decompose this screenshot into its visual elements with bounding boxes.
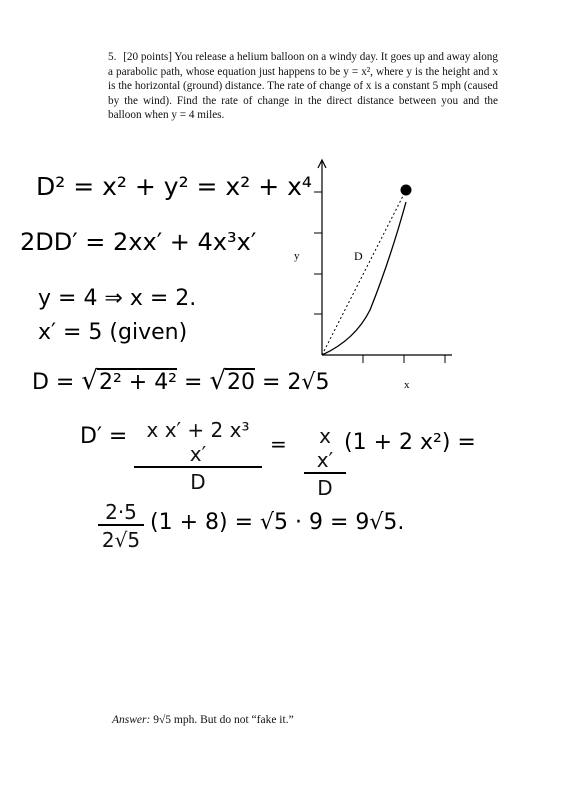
work-line-3: y = 4 ⇒ x = 2. [38, 286, 197, 311]
work-line-6-equals: = [270, 432, 287, 456]
work-line-6-fraction-2 [304, 424, 346, 500]
problem-number: 5. [108, 51, 117, 63]
work-line-7-tail: (1 + 8) = √5 · 9 = 9√5. [150, 510, 405, 535]
answer-label: Answer: [112, 714, 151, 726]
distance-label: D [354, 249, 363, 263]
work-line-5: D = √2² + 4² = √20 = 2√5 [32, 366, 330, 396]
work-line-6-numerator: x x′ + 2 x³ x′ [146, 418, 250, 466]
balloon-graph [280, 150, 460, 390]
problem-text: [20 points] You release a helium balloon on a windy day. It goes up and away along a parabolic path, whose equation just happens to be y = x², where y is the height and x is the horizontal (ground) distance. The rate of change of x is a constant 5 mph (caused by the wind). Find the rate of change in the direct distance between you and the balloon when y = 4 miles. [108, 51, 498, 121]
work-line-4: x′ = 5 (given) [38, 320, 188, 345]
work-line-6-denominator-2: D [317, 476, 333, 500]
work-line-5-left: D = [32, 370, 82, 395]
work-line-5-radicand: 2² + 4² [98, 370, 178, 395]
answer-value: 9√5 mph. But do not “fake it.” [153, 714, 294, 726]
y-axis-label: y [294, 250, 300, 262]
answer-line [112, 714, 294, 726]
work-line-6-tail: (1 + 2 x²) = [344, 430, 476, 455]
x-axis-label: x [404, 379, 410, 390]
work-line-7-fraction [98, 500, 144, 552]
work-line-2: 2DD′ = 2xx′ + 4x³x′ [20, 228, 257, 256]
problem-statement [108, 50, 498, 123]
parabolic-path [322, 202, 406, 355]
work-line-7-numerator: 2·5 [105, 500, 137, 524]
work-line-7-denominator: 2√5 [101, 528, 141, 552]
work-line-1: D² = x² + y² = x² + x⁴ [36, 172, 312, 201]
graph-axes [314, 160, 452, 363]
work-line-6-fraction [134, 418, 262, 494]
direct-distance-line [322, 192, 405, 355]
work-line-6-denominator: D [190, 470, 206, 494]
work-line-5-mid: = [177, 370, 210, 395]
work-line-6-lhs: D′ = [80, 424, 128, 449]
work-line-5-radicand-2: 20 [227, 370, 256, 395]
work-line-5-right: = 2√5 [255, 370, 330, 395]
balloon [401, 185, 412, 196]
work-line-6-numerator-2: x x′ [316, 424, 334, 472]
